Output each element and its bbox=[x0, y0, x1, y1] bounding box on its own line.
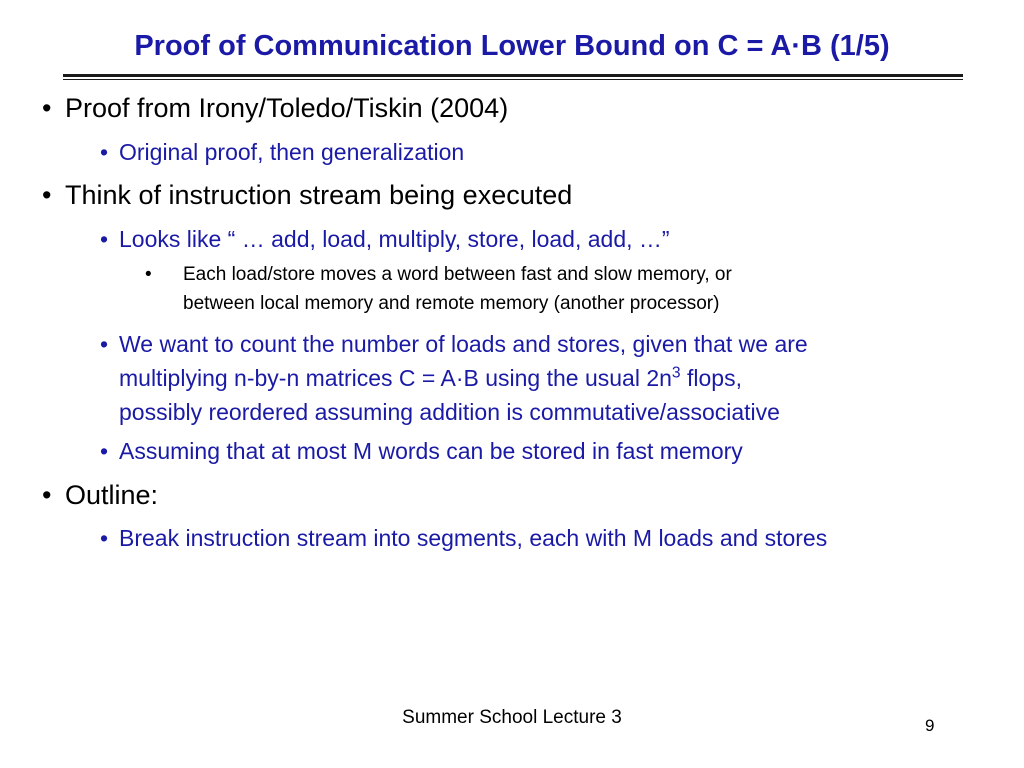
footer-text: Summer School Lecture 3 bbox=[402, 707, 622, 728]
bullet-text: Assuming that at most M words can be stored in fast memory bbox=[119, 438, 743, 464]
page-number: 9 bbox=[925, 716, 935, 735]
bullet-text-line2: between local memory and remote memory (another processor) bbox=[183, 293, 720, 314]
bullet-marker: • bbox=[42, 180, 52, 210]
bullet-marker: • bbox=[100, 139, 109, 165]
bullet-text: Original proof, then generalization bbox=[119, 139, 465, 165]
bullet-marker: • bbox=[100, 331, 109, 357]
bullet-marker: • bbox=[145, 264, 152, 285]
bullet-marker: • bbox=[42, 480, 52, 510]
bullet-marker: • bbox=[100, 226, 109, 252]
bullet-marker: • bbox=[42, 93, 52, 123]
text-segment: flops, bbox=[680, 365, 742, 391]
bullet-text: Outline: bbox=[65, 480, 159, 510]
bullet-marker: • bbox=[100, 525, 109, 551]
title-underline-thin bbox=[63, 79, 963, 80]
title-underline bbox=[63, 74, 963, 77]
slide-title: Proof of Communication Lower Bound on C = A·B (1/5) bbox=[134, 30, 890, 62]
bullet-text: Proof from Irony/Toledo/Tiskin (2004) bbox=[65, 93, 509, 123]
bullet-marker: • bbox=[100, 438, 109, 464]
bullet-text: Looks like “ … add, load, multiply, store, load, add, …” bbox=[119, 226, 670, 252]
bullet-text: Think of instruction stream being executed bbox=[65, 180, 573, 210]
superscript-exponent: 3 bbox=[671, 364, 681, 382]
text-segment: multiplying n-by-n matrices C = A·B using the usual 2n bbox=[119, 365, 672, 391]
bullet-text: Break instruction stream into segments, each with M loads and stores bbox=[119, 525, 828, 551]
bullet-text-line2 bbox=[119, 365, 742, 392]
bullet-text-line1: Each load/store moves a word between fast and slow memory, or bbox=[183, 264, 732, 285]
bullet-text-line3: possibly reordered assuming addition is commutative/associative bbox=[119, 399, 780, 425]
bullet-text-line1: We want to count the number of loads and stores, given that we are bbox=[119, 331, 808, 357]
